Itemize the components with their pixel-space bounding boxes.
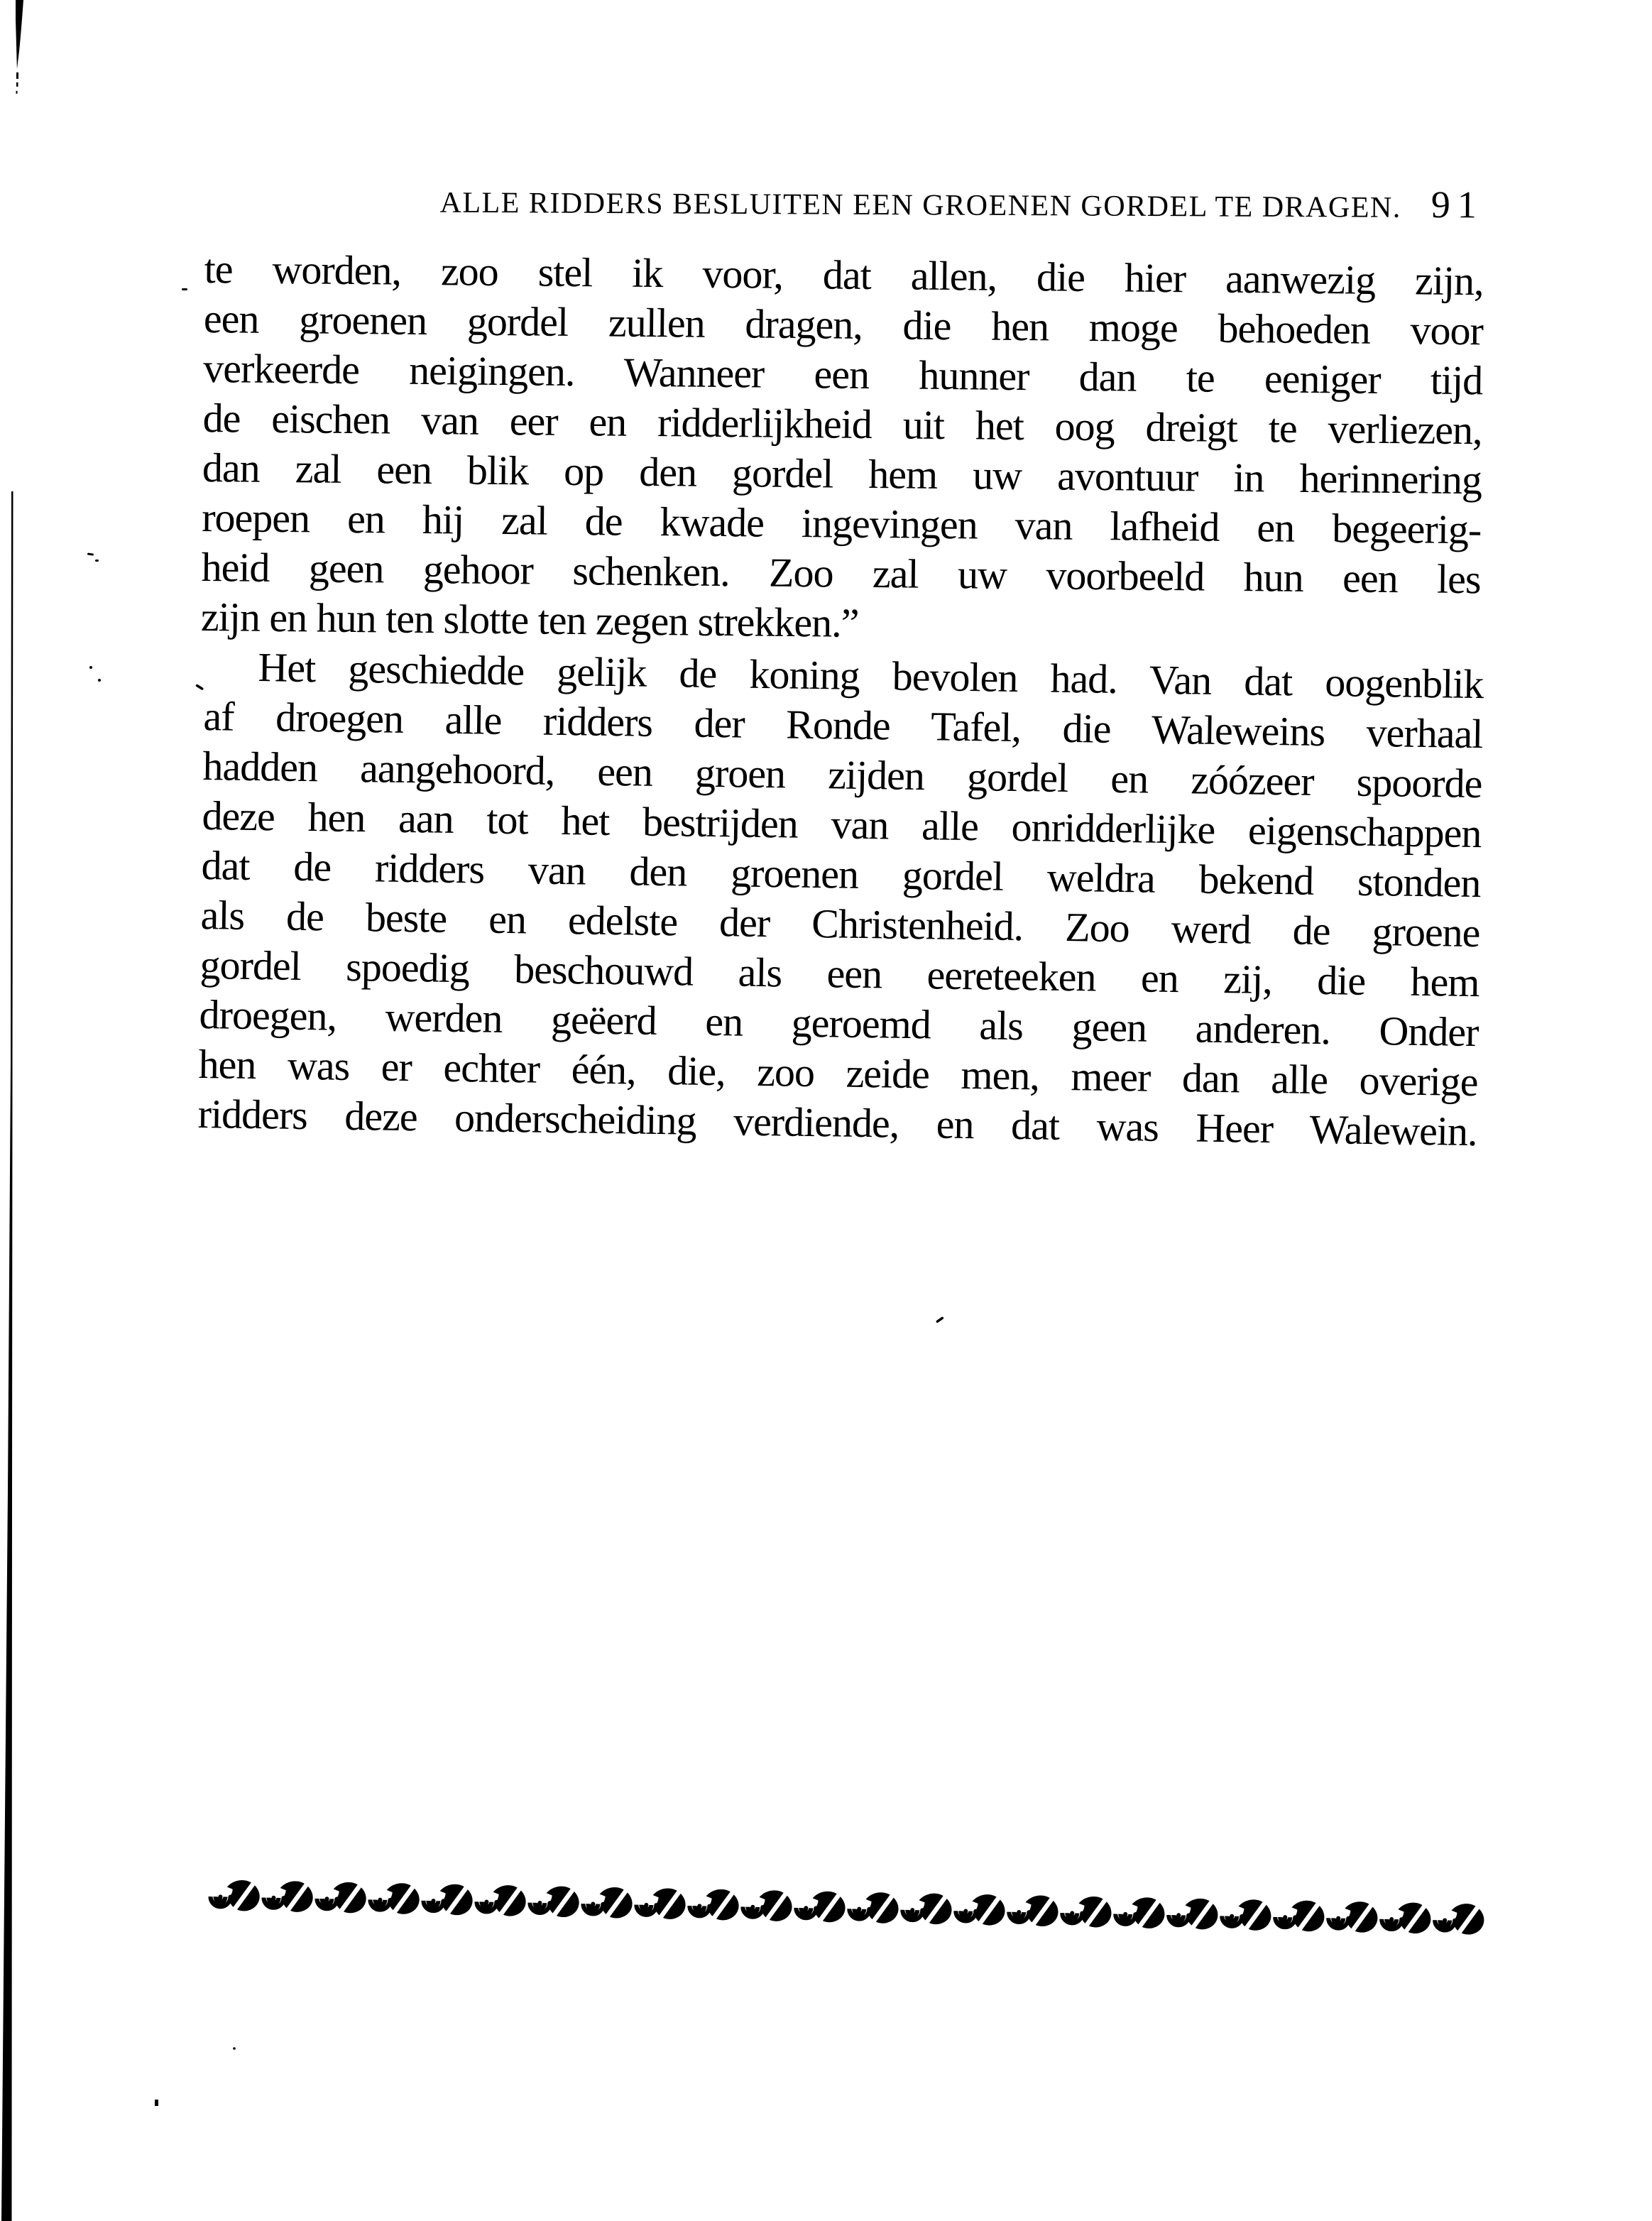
text-line: heid geen gehoor schenken. Zoo zal uw voorbeeld hun een les (201, 543, 1481, 603)
text-line: dan zal een blik op den gordel hem uw avontuur in herinnering (202, 444, 1482, 503)
text-line: verkeerde neigingen. Wanneer een hunner dan te eeniger tijd (203, 344, 1483, 404)
paragraph-1 (201, 244, 1484, 654)
text-line: droegen, werden geëerd en geroemd als geen anderen. Onder (199, 991, 1479, 1056)
text-line: hen was er echter één, die, zoo zeide men, meer dan alle overige (198, 1040, 1478, 1106)
text-line: ridders deze onderscheiding verdiende, en dat was Heer Walewein. (197, 1090, 1478, 1155)
ornament-scroll-band (207, 1877, 1485, 1936)
text-line: deze hen aan tot het bestrijden van alle onridderlijke eigenschappen (202, 792, 1482, 857)
running-header (204, 176, 1484, 227)
text-line: roepen en hij zal de kwade ingevingen van lafheid en begeerig- (201, 493, 1482, 553)
text-line: de eischen van eer en ridderlijkheid uit het oog dreigt te verliezen, (202, 394, 1482, 454)
page-number: 91 (1431, 183, 1484, 227)
text-line: hadden aangehoord, een groen zijden gordel en zóózeer spoorde (202, 742, 1482, 807)
text-line: dat de ridders van den groenen gordel weldra bekend stonden (201, 841, 1481, 907)
text-line: een groenen gordel zullen dragen, die hen moge behoeden voor (203, 295, 1484, 354)
header-title: ALLE RIDDERS BESLUITEN EEN GROENEN GORDEL TE DRAGEN. (439, 186, 1401, 224)
paragraph-2 (197, 642, 1484, 1157)
text-line: gordel spoedig beschouwd als een eereteeken en zij, die hem (199, 941, 1479, 1006)
text-line: als de beste en edelste der Christenheid. Zoo werd de groene (200, 891, 1480, 956)
text-line: Het geschiedde gelijk de koning bevolen had. Van dat oogenblik (258, 644, 1484, 708)
text-line: zijn en hun ten slotte ten zegen strekken.” (200, 593, 859, 646)
text-line: af droegen alle ridders der Ronde Tafel, die Waleweins verhaal (203, 692, 1483, 758)
top-left-ink-stroke-icon (16, 0, 23, 94)
left-gutter-line-icon (1, 491, 13, 2221)
spiral-scroll-icon (207, 1877, 1485, 1936)
text-line: te worden, zoo stel ik voor, dat allen, die hier aanwezig zijn, (204, 245, 1484, 305)
